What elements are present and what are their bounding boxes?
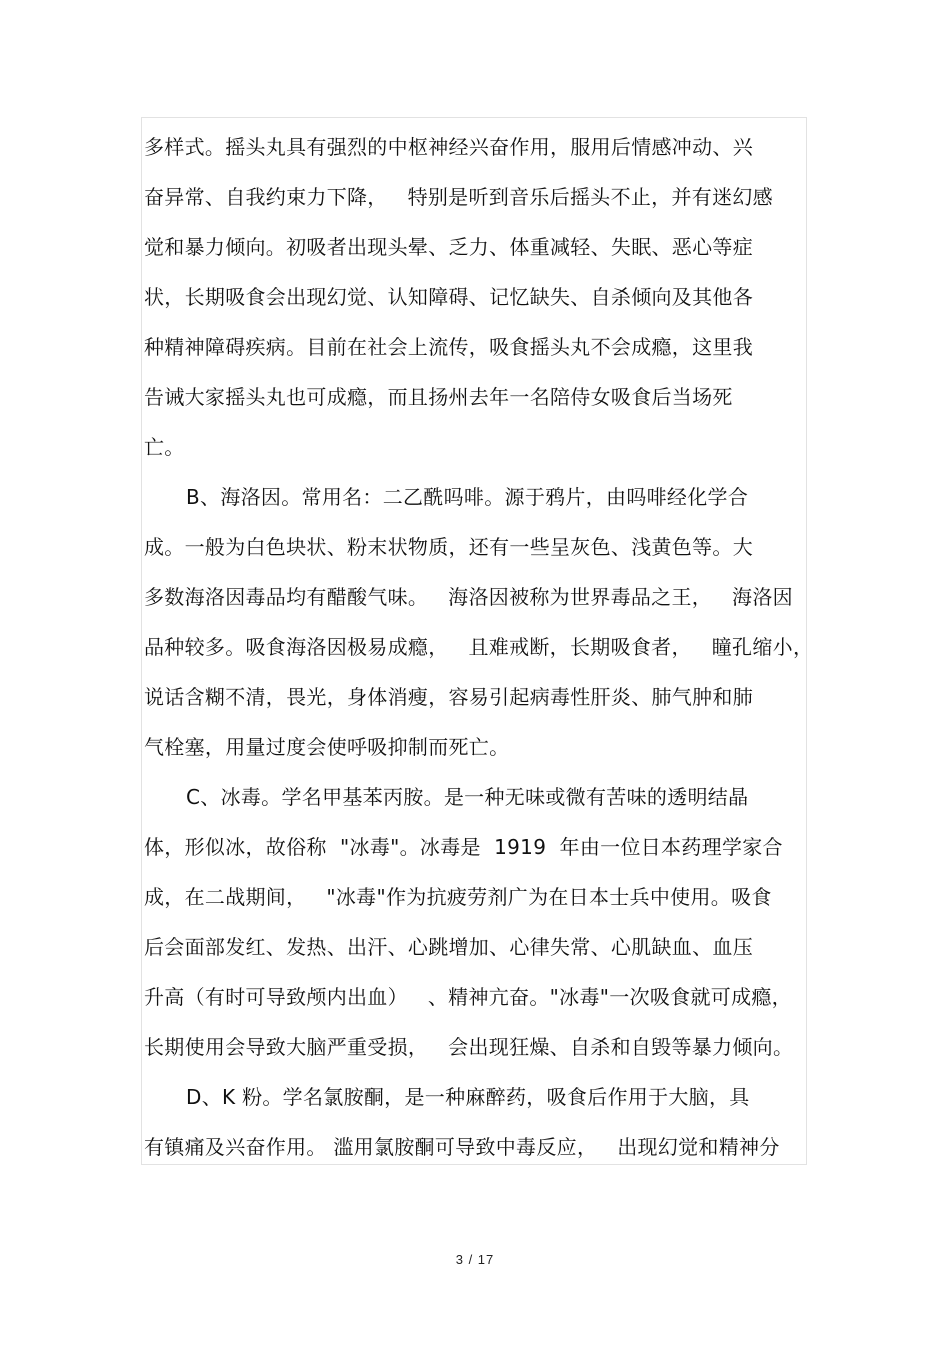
text-line: 告诫大家摇头丸也可成瘾，而且扬州去年一名陪侍女吸食后当场死 — [144, 385, 733, 409]
page-number: 3 / 17 — [455, 1252, 495, 1267]
paragraph-heading-ice: C、冰毒。学名甲基苯丙胺。是一种无味或微有苦味的透明结晶 — [186, 785, 749, 809]
text-line: 说话含糊不清，畏光，身体消瘦，容易引起病毒性肝炎、肺气肿和肺 — [144, 685, 753, 709]
text-line: 成。一般为白色块状、粉末状物质，还有一些呈灰色、浅黄色等。大 — [144, 535, 753, 559]
document-body — [144, 122, 814, 1172]
text-line: 觉和暴力倾向。初吸者出现头晕、乏力、体重减轻、失眠、恶心等症 — [144, 235, 753, 259]
text-line: 长期使用会导致大脑严重受损， 会出现狂燥、自杀和自毁等暴力倾向。 — [144, 1035, 794, 1059]
text-line: 升高（有时可导致颅内出血） 、精神亢奋。"冰毒"一次吸食就可成瘾， — [144, 985, 792, 1009]
text-line: 有镇痛及兴奋作用。 滥用氯胺酮可导致中毒反应， 出现幻觉和精神分 — [144, 1135, 780, 1159]
text-line: 多样式。摇头丸具有强烈的中枢神经兴奋作用，服用后情感冲动、兴 — [144, 135, 753, 159]
text-line: 体，形似冰，故俗称 "冰毒"。冰毒是 1919 年由一位日本药理学家合 — [144, 835, 783, 859]
text-line: 品种较多。吸食海洛因极易成瘾， 且难戒断，长期吸食者， 瞳孔缩小， — [144, 635, 814, 659]
text-line: 后会面部发红、发热、出汗、心跳增加、心律失常、心肌缺血、血压 — [144, 935, 753, 959]
paragraph-heading-heroin: B、海洛因。常用名：二乙酰吗啡。源于鸦片，由吗啡经化学合 — [186, 485, 749, 509]
text-line: 气栓塞，用量过度会使呼吸抑制而死亡。 — [144, 735, 510, 759]
text-line: 亡。 — [144, 435, 185, 459]
text-line: 多数海洛因毒品均有醋酸气味。 海洛因被称为世界毒品之王， 海洛因 — [144, 585, 793, 609]
paragraph-heading-k-powder: D、K 粉。学名氯胺酮，是一种麻醉药，吸食后作用于大脑，具 — [186, 1085, 750, 1109]
text-line: 状，长期吸食会出现幻觉、认知障碍、记忆缺失、自杀倾向及其他各 — [144, 285, 753, 309]
text-line: 种精神障碍疾病。目前在社会上流传，吸食摇头丸不会成瘾，这里我 — [144, 335, 753, 359]
text-line: 成，在二战期间， "冰毒"作为抗疲劳剂广为在日本士兵中使用。吸食 — [144, 885, 772, 909]
text-line: 奋异常、自我约束力下降， 特别是听到音乐后摇头不止，并有迷幻感 — [144, 185, 773, 209]
